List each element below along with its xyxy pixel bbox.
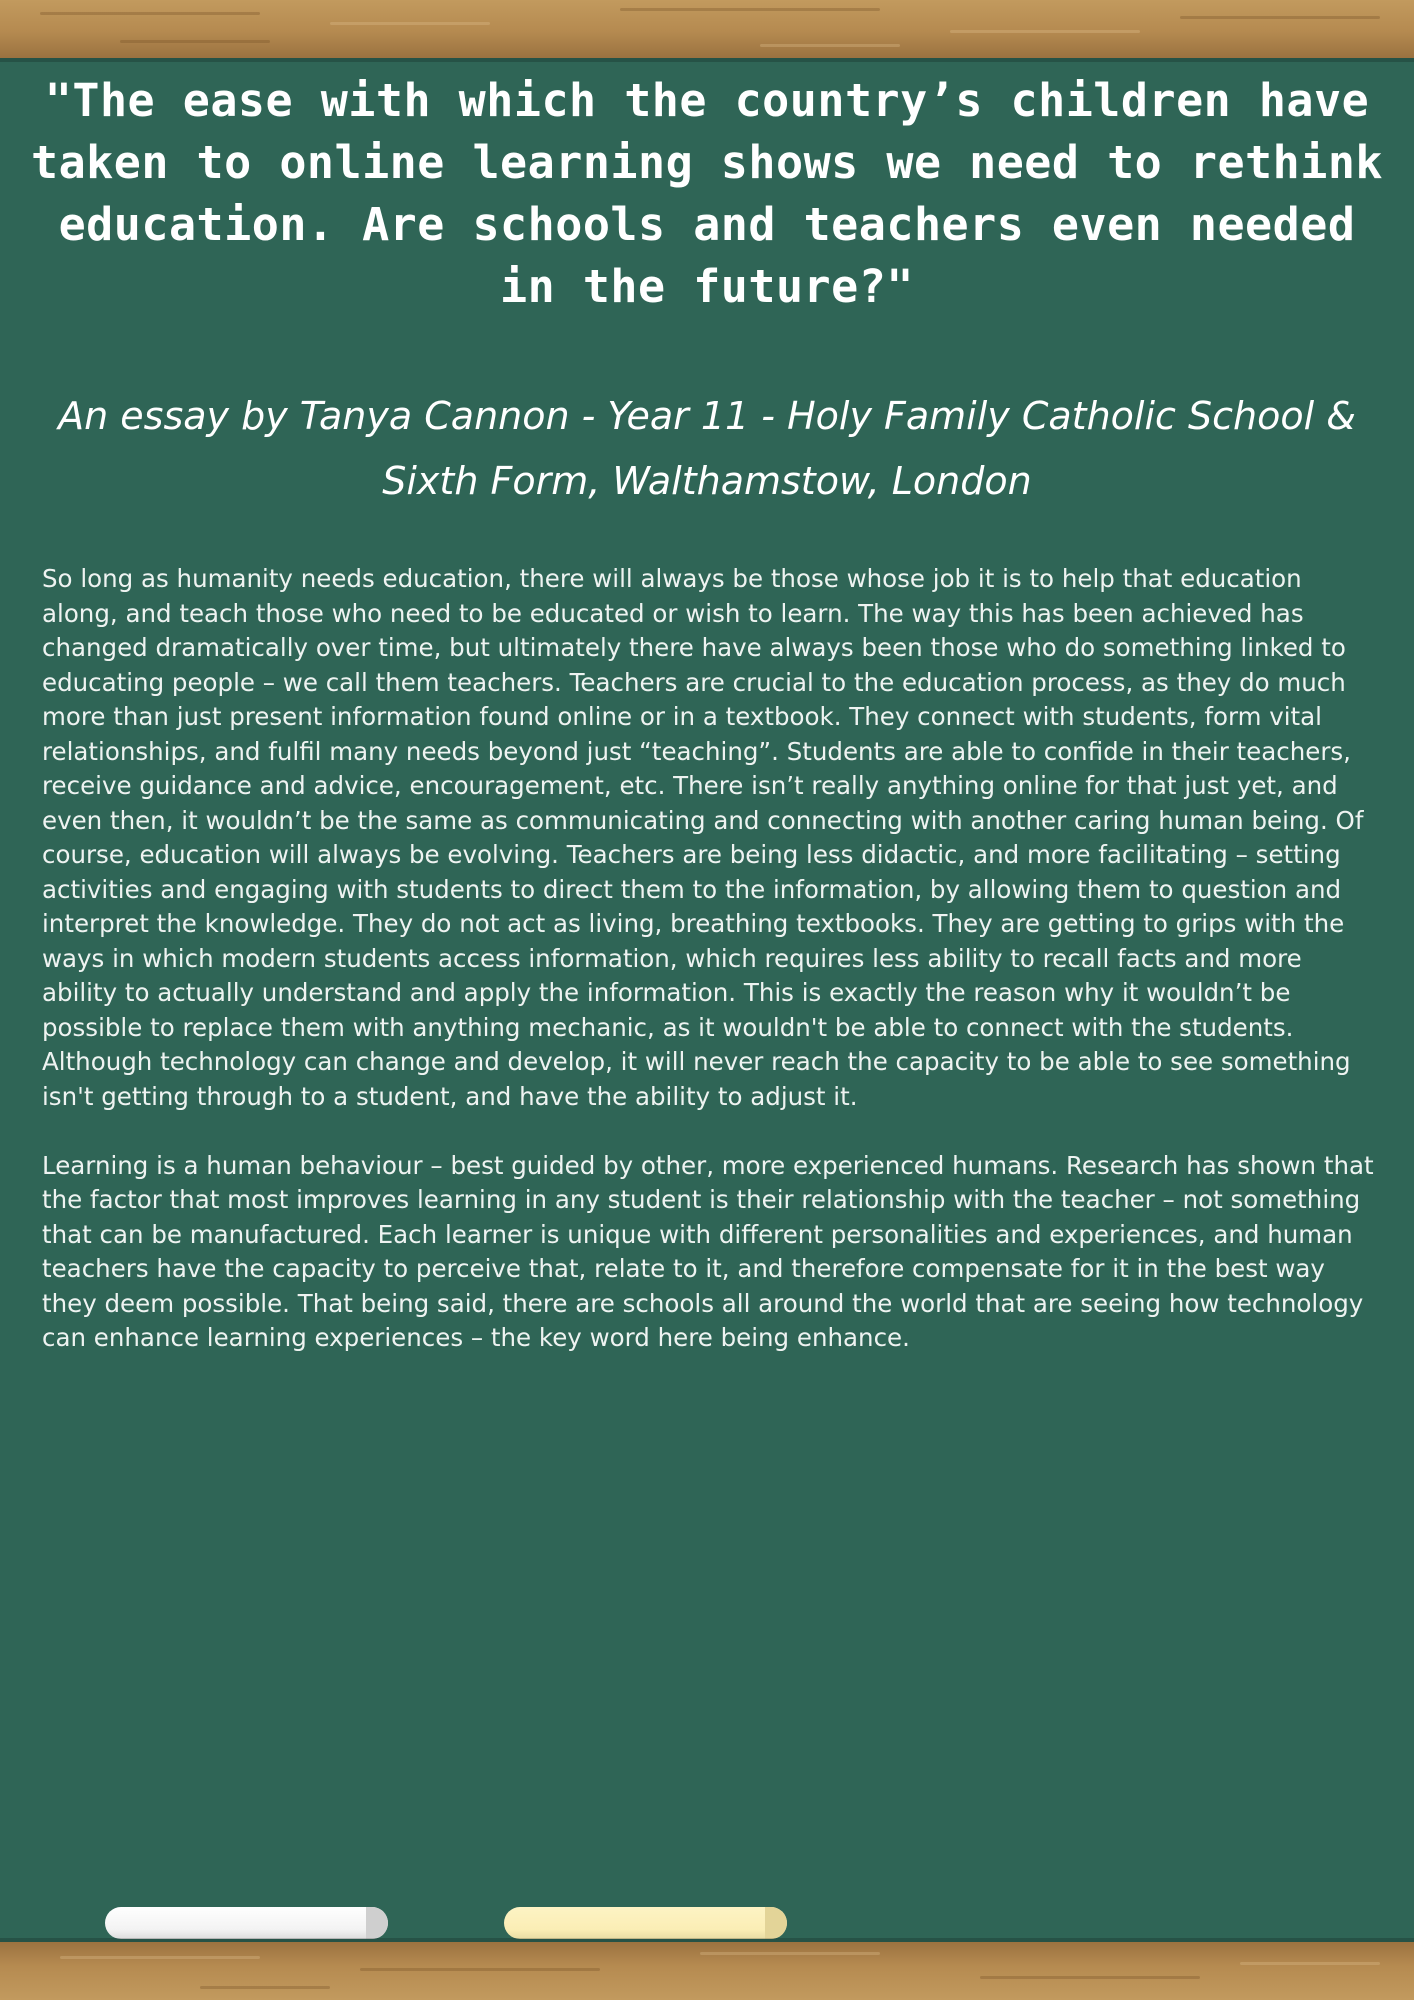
yellow-chalk-tip bbox=[765, 1907, 787, 1939]
essay-byline: An essay by Tanya Cannon - Year 11 - Holy Family Catholic School & Sixth Form, Walthamstow, London bbox=[58, 394, 1356, 503]
bottom-wooden-frame bbox=[0, 1942, 1414, 2000]
wood-grain bbox=[120, 40, 270, 43]
essay-title: "The ease with which the country’s children have taken to online learning shows we need to rethink education. Are schools and teachers even needed in the future?" bbox=[30, 74, 1384, 313]
wood-grain bbox=[950, 30, 1140, 33]
wood-grain bbox=[330, 22, 490, 25]
wood-grain bbox=[1240, 1962, 1380, 1965]
board-edge-top bbox=[0, 58, 1414, 62]
wood-grain bbox=[1180, 16, 1380, 19]
essay-body bbox=[42, 562, 1382, 1390]
white-chalk-icon bbox=[105, 1907, 388, 1939]
wood-grain bbox=[40, 12, 260, 15]
wood-grain bbox=[980, 1976, 1200, 1979]
essay-paragraph: So long as humanity needs education, there will always be those whose job it is to help that education along, and teach those who need to be educated or wish to learn. The way this has been achieved has changed dramatically over time, but ultimately there have always been those who do something linked to educating people – we call them teachers. Teachers are crucial to the education process, as they do much more than just present information found online or in a textbook. They connect with students, form vital relationships, and fulfil many needs beyond just “teaching”. Students are able to confide in their teachers, receive guidance and advice, encouragement, etc. There isn’t really anything online for that just yet, and even then, it wouldn’t be the same as communicating and connecting with another caring human being. Of course, education will always be evolving. Teachers are being less didactic, and more facilitating – setting activities and engaging with students to direct them to the information, by allowing them to question and interpret the knowledge. They do not act as living, breathing textbooks. They are getting to grips with the ways in which modern students access information, which requires less ability to recall facts and more ability to actually understand and apply the information. This is exactly the reason why it wouldn’t be possible to replace them with anything mechanic, as it wouldn't be able to connect with the students. Although technology can change and develop, it will never reach the capacity to be able to see something isn't getting through to a student, and have the ability to adjust it. bbox=[42, 564, 1364, 1111]
yellow-chalk-icon bbox=[504, 1907, 787, 1939]
top-wooden-frame bbox=[0, 0, 1414, 58]
wood-grain bbox=[700, 1952, 880, 1955]
wood-grain bbox=[620, 8, 880, 11]
essay-paragraph: Learning is a human behaviour – best guided by other, more experienced humans. Research has shown that the factor that most improves learning in any student is their relationship with the teacher – not something that can be manufactured. Each learner is unique with different personalities and experiences, and human teachers have the capacity to perceive that, relate to it, and therefore compensate for it in the best way they deem possible. That being said, there are schools all around the world that are seeing how technology can enhance learning experiences – the key word here being enhance. bbox=[42, 1150, 1374, 1352]
wood-grain bbox=[360, 1968, 600, 1971]
wood-grain bbox=[60, 1956, 260, 1959]
wood-grain bbox=[760, 44, 900, 47]
wood-grain bbox=[200, 1986, 330, 1989]
white-chalk-tip bbox=[366, 1907, 388, 1939]
